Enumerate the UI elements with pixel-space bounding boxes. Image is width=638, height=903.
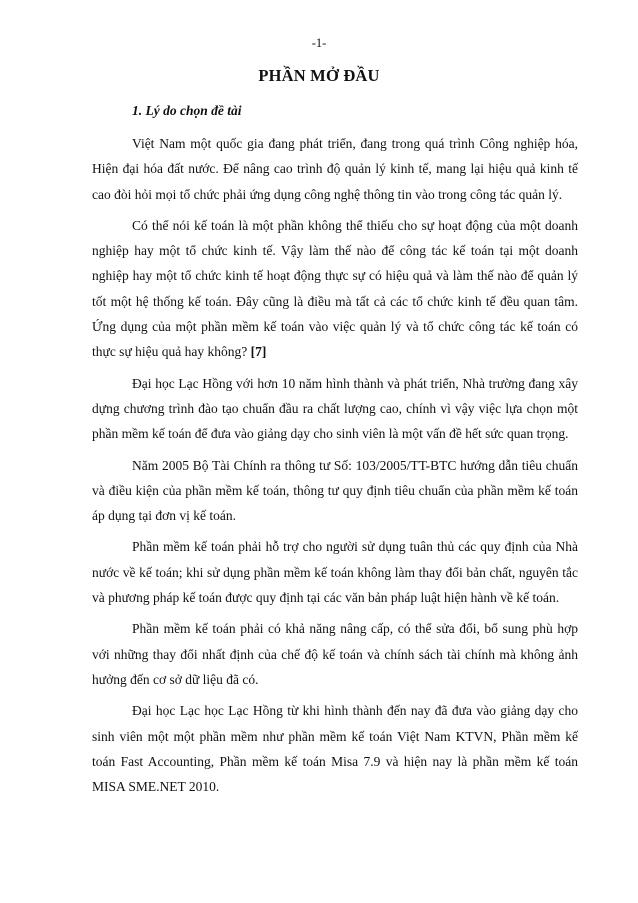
paragraph-text: Đại học Lạc Hồng với hơn 10 năm hình thành và phát triển, Nhà trường đang xây dựng chương trình đào tạo chuẩn đầu ra chất lượng cao, chính vì vậy việc lựa chọn một phần mềm kế toán để đưa vào giảng dạy cho sinh viên là một vấn đề hết sức quan trọng.	[92, 375, 578, 442]
paragraph-2	[92, 213, 578, 365]
paragraph-3	[92, 371, 578, 447]
paragraph-text: Việt Nam một quốc gia đang phát triển, đang trong quá trình Công nghiệp hóa, Hiện đại hóa đất nước. Để nâng cao trình độ quản lý kinh tế, mang lại hiệu quả kinh tế cao đòi hỏi mọi tổ chức phải ứng dụng công nghệ thông tin vào trong công tác quản lý.	[92, 136, 578, 202]
page-title: PHẦN MỞ ĐẦU	[258, 66, 380, 85]
citation-reference: [7]	[250, 344, 267, 360]
body-text	[92, 131, 578, 805]
section-heading: 1. Lý do chọn đề tài	[132, 103, 242, 118]
paragraph-text: Đại học Lạc học Lạc Hồng từ khi hình thành đến nay đã đưa vào giảng dạy cho sinh viên một một phần mềm như phần mềm kế toán Việt Nam KTVN, Phần mềm kế toán Fast Accounting, Phần mềm kế toán Misa 7.9 và hiện nay là phần mềm kế toán MISA SME.NET 2010.	[92, 703, 578, 795]
paragraph-4	[92, 453, 578, 529]
paragraph-text: Năm 2005 Bộ Tài Chính ra thông tư Số: 103/2005/TT-BTC hướng dẫn tiêu chuẩn và điều kiện của phần mềm kế toán, thông tư quy định tiêu chuẩn của phần mềm kế toán áp dụng tại đơn vị kế toán.	[92, 457, 578, 524]
page-number: -1-	[311, 36, 327, 50]
paragraph-text: Phần mềm kế toán phải có khả năng nâng cấp, có thể sửa đổi, bổ sung phù hợp với những thay đổi nhất định của chế độ kế toán và chính sách tài chính mà không ảnh hưởng đến cơ sở dữ liệu đã có.	[92, 621, 578, 687]
paragraph-text: Phần mềm kế toán phải hỗ trợ cho người sử dụng tuân thủ các quy định của Nhà nước về kế toán; khi sử dụng phần mềm kế toán không làm thay đổi bản chất, nguyên tắc và phương pháp kế toán được quy định tại các văn bản pháp luật hiện hành về kế toán.	[92, 539, 578, 606]
paragraph-7	[92, 698, 578, 799]
paragraph-5	[92, 534, 578, 610]
paragraph-6	[92, 616, 578, 692]
paragraph-text: Có thể nói kế toán là một phần không thể thiếu cho sự hoạt động của một doanh nghiệp hay một tổ chức kinh tế. Vậy làm thế nào để công tác kế toán tại một doanh nghiệp hay một tổ chức kinh tế hoạt động thực sự có hiệu quả và làm thế nào để quản lý tốt một hệ thống kế toán. Đây cũng là điều mà tất cả các tổ chức kinh tế đều quan tâm. Ứng dụng của một phần mềm kế toán vào việc quản lý và tổ chức công tác kế toán có thực sự hiệu quả hay không?	[92, 217, 578, 360]
paragraph-1	[92, 131, 578, 207]
